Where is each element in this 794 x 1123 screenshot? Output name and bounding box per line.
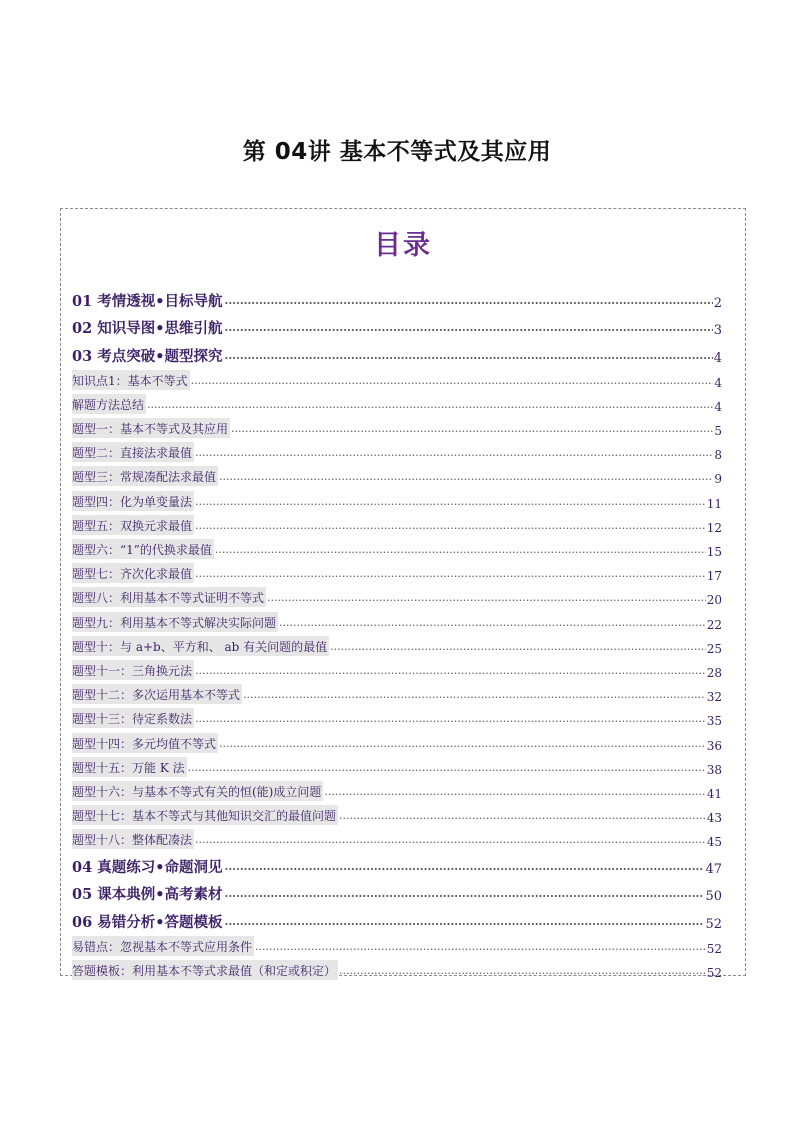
toc-page-number: 8 (714, 448, 722, 463)
toc-page-number: 38 (706, 762, 722, 777)
toc-subsection-entry[interactable] (72, 462, 722, 486)
toc-heading: 目录 (374, 230, 432, 261)
toc-dot-leader (330, 639, 706, 653)
toc-entry-label: 题型九：利用基本不等式解决实际问题 (72, 612, 278, 632)
toc-entry-label: 题型四：化为单变量法 (72, 491, 194, 511)
toc-page-number: 3 (713, 323, 722, 338)
toc-subsection-entry[interactable] (72, 632, 722, 656)
toc-dot-leader (255, 939, 706, 953)
toc-page-number: 17 (706, 569, 722, 584)
toc-dot-leader (195, 518, 706, 532)
toc-entry-label: 易错点：忽视基本不等式应用条件 (72, 936, 254, 956)
toc-dot-leader (191, 373, 714, 387)
toc-subsection-entry[interactable] (72, 438, 722, 462)
toc-page-number: 9 (714, 472, 722, 487)
toc-page-number: 35 (706, 714, 722, 729)
toc-subsection-entry[interactable] (72, 414, 722, 438)
toc-dot-leader (195, 711, 706, 725)
toc-dot-leader (225, 318, 713, 335)
toc-subsection-entry[interactable] (72, 583, 722, 607)
toc-entry-label: 知识点1：基本不等式 (72, 370, 190, 390)
toc-page-number: 4 (713, 350, 722, 366)
toc-subsection-entry[interactable] (72, 728, 722, 752)
toc-entry-label: 题型二：直接法求最值 (72, 442, 194, 462)
toc-dot-leader (147, 397, 713, 411)
toc-subsection-entry[interactable] (72, 680, 722, 704)
toc-entry-label: 题型十八：整体配凑法 (72, 829, 194, 849)
page-title: 第 04讲 基本不等式及其应用 (242, 139, 552, 165)
toc-dot-leader (243, 687, 706, 701)
toc-entry-label: 题型十三：待定系数法 (72, 708, 194, 728)
toc-section-entry[interactable] (72, 338, 722, 366)
toc-page-number: 4 (714, 399, 722, 414)
toc-dot-leader (195, 566, 706, 580)
toc-page-number: 52 (705, 916, 722, 932)
toc-page-number: 41 (706, 786, 722, 801)
toc-page-number: 50 (705, 889, 722, 905)
toc-page-number: 5 (714, 424, 722, 439)
toc-entry-label: 06 易错分析•答题模板 (72, 913, 223, 931)
toc-page-number: 20 (706, 593, 722, 608)
toc-page-number: 52 (706, 941, 722, 956)
toc-page-number: 47 (705, 861, 722, 877)
toc-subsection-entry[interactable] (72, 704, 722, 728)
toc-dot-leader (195, 832, 706, 846)
toc-dot-leader (231, 421, 713, 435)
toc-entry-label: 01 考情透视•目标导航 (72, 292, 223, 310)
toc-section-entry[interactable] (72, 877, 722, 905)
toc-subsection-entry[interactable] (72, 366, 722, 390)
toc-entry-label: 题型十五：万能 K 法 (72, 757, 187, 777)
toc-subsection-entry[interactable] (72, 801, 722, 825)
toc-section-entry[interactable] (72, 311, 722, 339)
toc-entry-label: 题型三：常规凑配法求最值 (72, 466, 218, 486)
toc-list (72, 283, 722, 980)
toc-entry-label: 04 真题练习•命题洞见 (72, 858, 223, 876)
toc-page-number: 43 (706, 811, 722, 826)
toc-subsection-entry[interactable] (72, 753, 722, 777)
toc-dot-leader (225, 912, 705, 929)
toc-dot-leader (339, 808, 706, 822)
toc-page-number: 28 (706, 665, 722, 680)
toc-subsection-entry[interactable] (72, 932, 722, 956)
toc-subsection-entry[interactable] (72, 825, 722, 849)
toc-page-number: 25 (706, 641, 722, 656)
toc-dot-leader (225, 346, 713, 363)
toc-subsection-entry[interactable] (72, 777, 722, 801)
toc-dot-leader (219, 469, 713, 483)
toc-page-number: 22 (706, 617, 722, 632)
toc-section-entry[interactable] (72, 849, 722, 877)
toc-page-number: 2 (713, 295, 722, 311)
toc-entry-label: 题型八：利用基本不等式证明不等式 (72, 587, 266, 607)
toc-page-number: 15 (706, 545, 722, 559)
toc-subsection-entry[interactable] (72, 656, 722, 680)
toc-subsection-entry[interactable] (72, 390, 722, 414)
toc-dot-leader (225, 884, 705, 901)
toc-dot-leader (188, 760, 706, 774)
toc-dot-leader (225, 291, 713, 308)
toc-dot-leader (267, 590, 706, 604)
toc-subsection-entry[interactable] (72, 956, 722, 980)
toc-dot-leader (195, 445, 713, 459)
toc-entry-label: 题型十六：与基本不等式有关的恒(能)成立问题 (72, 781, 323, 801)
toc-entry-label: 题型六：“1”的代换求最值 (72, 539, 214, 559)
toc-entry-label: 03 考点突破•题型探究 (72, 347, 223, 365)
toc-page-number: 11 (706, 496, 722, 511)
toc-subsection-entry[interactable] (72, 535, 722, 559)
toc-entry-label: 题型十一：三角换元法 (72, 660, 194, 680)
toc-subsection-entry[interactable] (72, 607, 722, 631)
toc-subsection-entry[interactable] (72, 559, 722, 583)
toc-entry-label: 题型十：与 a+b、平方和、 ab 有关问题的最值 (72, 636, 329, 656)
toc-dot-leader (279, 615, 706, 629)
table-of-contents (60, 208, 746, 981)
toc-subsection-entry[interactable] (72, 486, 722, 510)
toc-page-number: 4 (714, 375, 722, 390)
toc-entry-label: 答题模板：利用基本不等式求最值（和定或积定） (72, 960, 338, 980)
toc-entry-label: 02 知识导图•思维引航 (72, 320, 223, 337)
toc-subsection-entry[interactable] (72, 511, 722, 535)
toc-page-number: 32 (706, 690, 722, 705)
toc-page-number: 45 (706, 835, 722, 850)
toc-dot-leader (195, 663, 706, 677)
toc-entry-label: 题型一：基本不等式及其应用 (72, 418, 230, 438)
toc-dot-leader (225, 857, 705, 874)
toc-entry-label: 题型十四：多元均值不等式 (72, 733, 218, 753)
toc-dot-leader (339, 963, 706, 977)
toc-entry-label: 题型五：双换元求最值 (72, 515, 194, 535)
toc-entry-label: 题型十七：基本不等式与其他知识交汇的最值问题 (72, 805, 338, 825)
toc-dot-leader (219, 736, 706, 750)
toc-section-entry[interactable] (72, 283, 722, 311)
toc-entry-label: 题型十二：多次运用基本不等式 (72, 684, 242, 704)
toc-dot-leader (195, 494, 706, 508)
toc-page-number: 12 (706, 520, 722, 535)
toc-page-number: 52 (706, 966, 722, 981)
toc-entry-label: 解题方法总结 (72, 394, 146, 414)
toc-section-entry[interactable] (72, 904, 722, 932)
toc-entry-label: 05 课本典例•高考素材 (72, 886, 223, 904)
toc-dot-leader (324, 784, 705, 798)
toc-dot-leader (215, 542, 706, 556)
toc-page-number: 36 (706, 738, 722, 753)
toc-entry-label: 题型七：齐次化求最值 (72, 563, 194, 583)
